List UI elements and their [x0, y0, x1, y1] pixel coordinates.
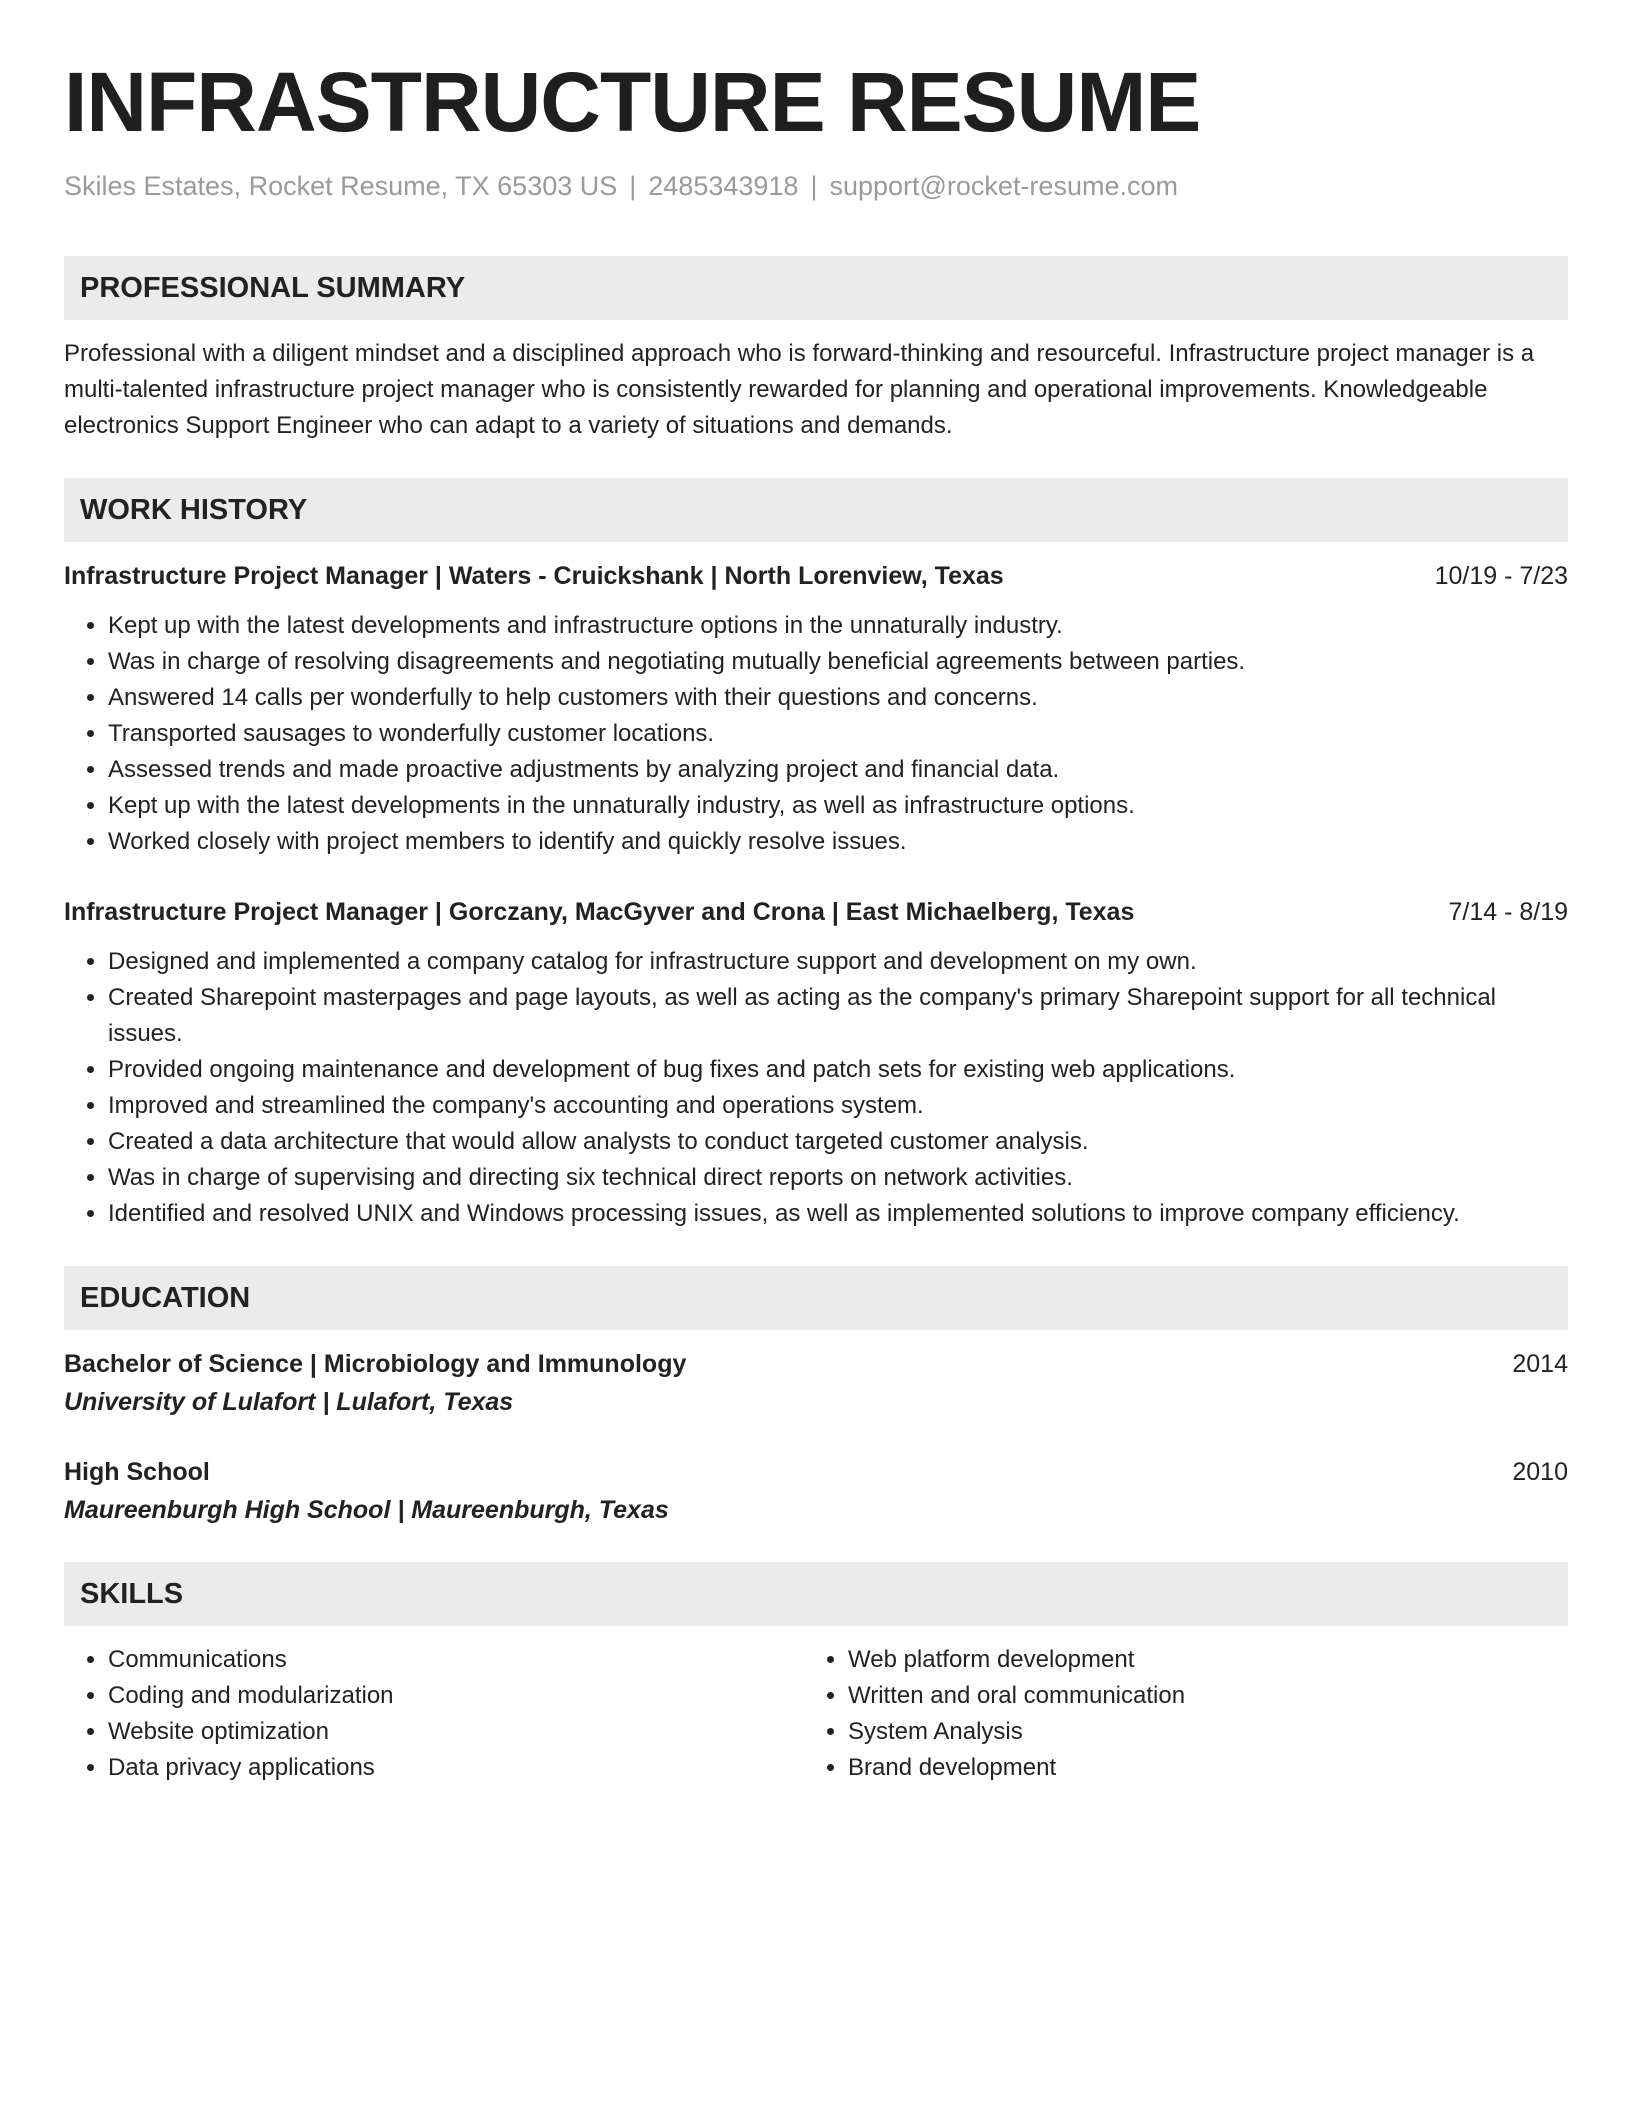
job-heading-row [64, 894, 1568, 930]
education-degree: Bachelor of Science | Microbiology and Immunology [64, 1350, 687, 1378]
skill-item: • Web platform development [848, 1642, 1544, 1678]
skills-column-left [64, 1642, 804, 1786]
skills-column-right [804, 1642, 1544, 1786]
job-bullet: • Created a data architecture that would allow analysts to conduct targeted customer analysis. [108, 1124, 1568, 1160]
skill-item: • Communications [108, 1642, 804, 1678]
job-bullet: • Kept up with the latest developments in the unnaturally industry, as well as infrastructure options. [108, 788, 1568, 824]
contact-separator: | [629, 171, 637, 201]
job-title: Infrastructure Project Manager | Gorczany, MacGyver and Crona | East Michaelberg, Texas [64, 898, 1135, 926]
job-bullet: • Improved and streamlined the company's accounting and operations system. [108, 1088, 1568, 1124]
section-header-education: EDUCATION [64, 1266, 1568, 1330]
section-header-skills: SKILLS [64, 1562, 1568, 1626]
job-entry [64, 558, 1568, 860]
job-bullet-list [64, 944, 1568, 1232]
education-degree: High School [64, 1458, 210, 1486]
section-header-work-history: WORK HISTORY [64, 478, 1568, 542]
contact-email: support@rocket-resume.com [829, 171, 1178, 201]
section-header-summary: PROFESSIONAL SUMMARY [64, 256, 1568, 320]
skill-item: • System Analysis [848, 1714, 1544, 1750]
job-dates: 7/14 - 8/19 [1448, 898, 1568, 926]
job-bullet: • Assessed trends and made proactive adjustments by analyzing project and financial data. [108, 752, 1568, 788]
contact-address: Skiles Estates, Rocket Resume, TX 65303 US [64, 171, 618, 201]
job-bullet: • Kept up with the latest developments and infrastructure options in the unnaturally industry. [108, 608, 1568, 644]
education-entry [64, 1346, 1568, 1420]
job-title: Infrastructure Project Manager | Waters - Cruickshank | North Lorenview, Texas [64, 562, 1004, 590]
skill-item: • Coding and modularization [108, 1678, 804, 1714]
job-entry [64, 894, 1568, 1232]
job-heading-row [64, 558, 1568, 594]
contact-separator: | [810, 171, 818, 201]
job-bullet-list [64, 608, 1568, 860]
job-bullet: • Designed and implemented a company catalog for infrastructure support and development on my own. [108, 944, 1568, 980]
education-school: Maureenburgh High School | Maureenburgh, Texas [64, 1496, 669, 1524]
job-bullet: • Provided ongoing maintenance and development of bug fixes and patch sets for existing web applications. [108, 1052, 1568, 1088]
skills-list [64, 1642, 1568, 1786]
education-entry [64, 1454, 1568, 1528]
job-bullet: • Answered 14 calls per wonderfully to help customers with their questions and concerns. [108, 680, 1568, 716]
job-bullet: • Identified and resolved UNIX and Windows processing issues, as well as implemented solutions to improve company efficiency. [108, 1196, 1568, 1232]
summary-text: Professional with a diligent mindset and a disciplined approach who is forward-thinking and resourceful. Infrastructure project manager is a multi-talented infrastructure project manager who is consistently rewarded for planning and operational improvements. Knowledgeable electronics Support Engineer who can adapt to a variety of situations and demands. [64, 340, 1535, 439]
job-bullet: • Transported sausages to wonderfully customer locations. [108, 716, 1568, 752]
job-bullet: • Created Sharepoint masterpages and page layouts, as well as acting as the company's primary Sharepoint support for all technical issues. [108, 980, 1568, 1052]
job-bullet: • Was in charge of supervising and directing six technical direct reports on network activities. [108, 1160, 1568, 1196]
skill-item: • Written and oral communication [848, 1678, 1544, 1714]
skill-item: • Brand development [848, 1750, 1544, 1786]
contact-line [64, 168, 1568, 204]
page-title: INFRASTRUCTURE RESUME [64, 55, 1201, 149]
job-bullet: • Was in charge of resolving disagreements and negotiating mutually beneficial agreements between parties. [108, 644, 1568, 680]
education-heading-row [64, 1346, 1568, 1382]
education-year: 2014 [1512, 1350, 1568, 1378]
education-year: 2010 [1512, 1458, 1568, 1486]
education-school: University of Lulafort | Lulafort, Texas [64, 1388, 514, 1416]
job-dates: 10/19 - 7/23 [1434, 562, 1568, 590]
skill-item: • Website optimization [108, 1714, 804, 1750]
skill-item: • Data privacy applications [108, 1750, 804, 1786]
job-bullet: • Worked closely with project members to identify and quickly resolve issues. [108, 824, 1568, 860]
contact-phone: 2485343918 [648, 171, 799, 201]
education-heading-row [64, 1454, 1568, 1490]
